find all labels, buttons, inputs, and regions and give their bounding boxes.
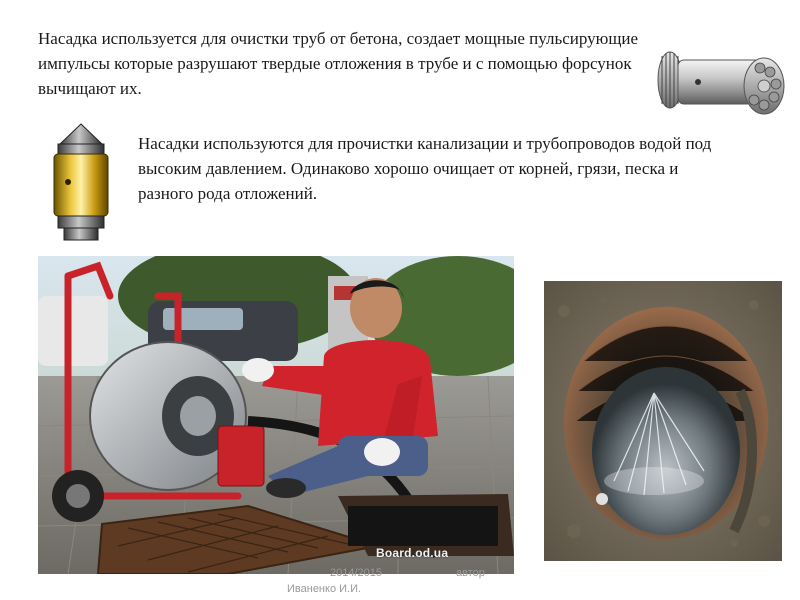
footer-year: 2014/2015 <box>330 567 382 579</box>
photo-watermark: Board.od.ua <box>376 546 449 560</box>
paragraph-sewer-nozzle: Насадки используются для прочистки канализации и трубопроводов водой под высоким давлением. Одинаково хорошо очищает от корней, грязи, песка и разного рода отложений. <box>138 134 712 203</box>
footer-author-name: Иваненко И.И. <box>287 583 362 595</box>
paragraph-concrete-nozzle: Насадка используется для очистки труб от бетона, создает мощные пульсирующие импульсы которые разрушают твердые отложения в трубе и с помощью форсунок вычищают их. <box>38 29 639 98</box>
manhole-water-jet-photo <box>544 281 782 561</box>
gold-nozzle-image <box>48 122 114 244</box>
worker-drain-machine-photo <box>38 256 514 574</box>
silver-nozzle-image <box>652 42 786 120</box>
footer-author-label: автор <box>456 567 485 579</box>
